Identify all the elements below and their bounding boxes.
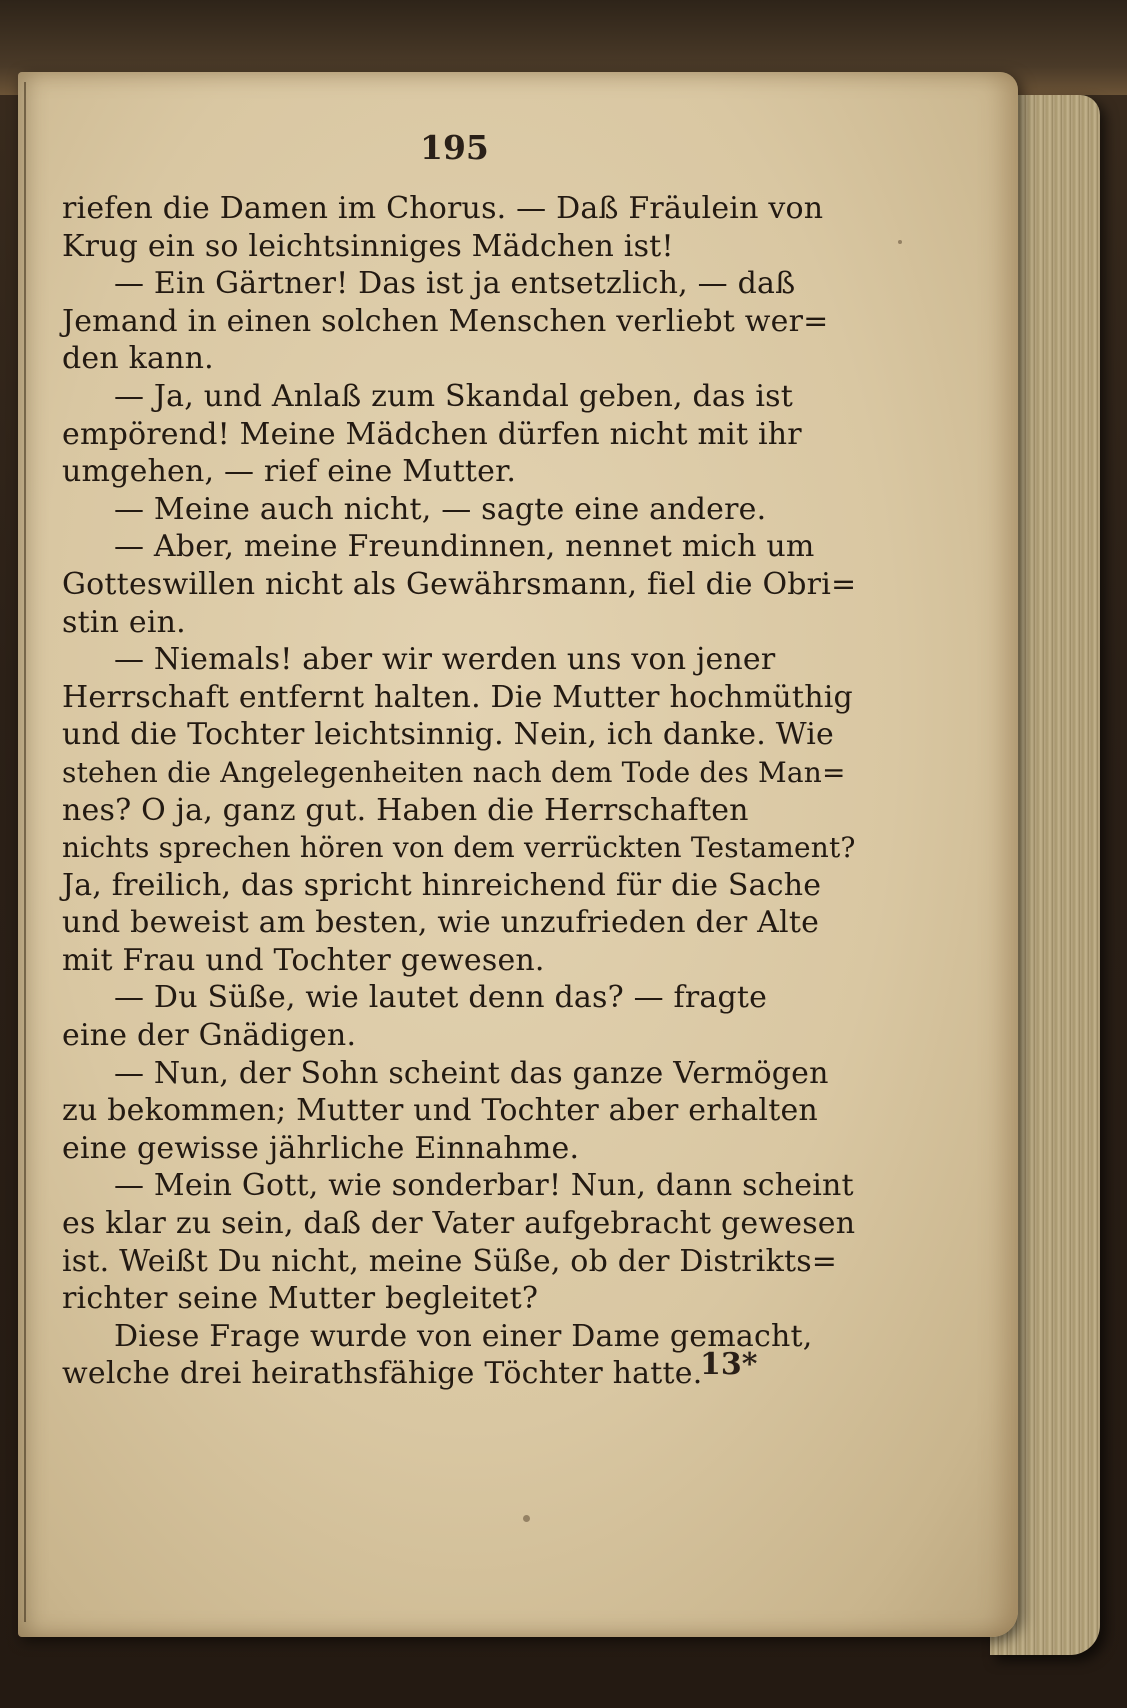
text-line: — Du Süße, wie lautet denn das? — fragte xyxy=(114,980,768,1016)
text-line: empörend! Meine Mädchen dürfen nicht mit ihr xyxy=(62,416,802,452)
page-number: 195 xyxy=(420,128,489,167)
signature-mark: 13* xyxy=(700,1347,758,1382)
text-line: — Meine auch nicht, — sagte eine andere. xyxy=(114,491,767,527)
text-line: zu bekommen; Mutter und Tochter aber erhalten xyxy=(62,1093,818,1129)
gutter-line xyxy=(24,82,26,1622)
text-line: — Niemals! aber wir werden uns von jener xyxy=(114,642,776,678)
text-line: Gotteswillen nicht als Gewährsmann, fiel die Obri= xyxy=(62,566,857,602)
text-line: mit Frau und Tochter gewesen. xyxy=(62,942,545,978)
text-line: — Aber, meine Freundinnen, nennet mich um xyxy=(114,529,815,565)
paper-spot xyxy=(523,1515,530,1522)
text-line: welche drei heirathsfähige Töchter hatte. xyxy=(62,1356,703,1392)
text-line: und beweist am besten, wie unzufrieden der Alte xyxy=(62,905,820,941)
text-line: eine der Gnädigen. xyxy=(62,1018,357,1054)
text-line: stehen die Angelegenheiten nach dem Tode des Man= xyxy=(62,755,846,789)
text-line: — Ein Gärtner! Das ist ja entsetzlich, — daß xyxy=(114,266,796,302)
text-line: — Nun, der Sohn scheint das ganze Vermögen xyxy=(114,1055,829,1091)
text-line: Krug ein so leichtsinniges Mädchen ist! xyxy=(62,228,674,264)
text-line: riefen die Damen im Chorus. — Daß Fräulein von xyxy=(62,191,824,226)
text-line: stin ein. xyxy=(62,604,186,640)
text-line: den kann. xyxy=(62,341,214,377)
text-line: — Mein Gott, wie sonderbar! Nun, dann scheint xyxy=(114,1168,854,1204)
paper-spot xyxy=(898,240,902,244)
text-line: Ja, freilich, das spricht hinreichend für die Sache xyxy=(62,867,822,903)
text-line: Herrschaft entfernt halten. Die Mutter hochmüthig xyxy=(62,679,853,715)
text-line: Diese Frage wurde von einer Dame gemacht, xyxy=(114,1318,813,1354)
text-line: richter seine Mutter begleitet? xyxy=(62,1281,539,1317)
text-line: umgehen, — rief eine Mutter. xyxy=(62,454,517,490)
text-line: und die Tochter leichtsinnig. Nein, ich danke. Wie xyxy=(62,717,834,753)
text-line: Jemand in einen solchen Menschen verliebt wer= xyxy=(62,303,829,339)
text-line: es klar zu sein, daß der Vater aufgebracht gewesen xyxy=(62,1206,856,1242)
text-line: nichts sprechen hören von dem verrückten Testament? xyxy=(62,831,856,865)
text-line: eine gewisse jährliche Einnahme. xyxy=(62,1130,580,1166)
page-text xyxy=(62,190,862,1393)
text-line: ist. Weißt Du nicht, meine Süße, ob der Distrikts= xyxy=(62,1243,838,1279)
text-line: nes? O ja, ganz gut. Haben die Herrschaften xyxy=(62,792,749,828)
text-line: — Ja, und Anlaß zum Skandal geben, das ist xyxy=(114,378,793,414)
